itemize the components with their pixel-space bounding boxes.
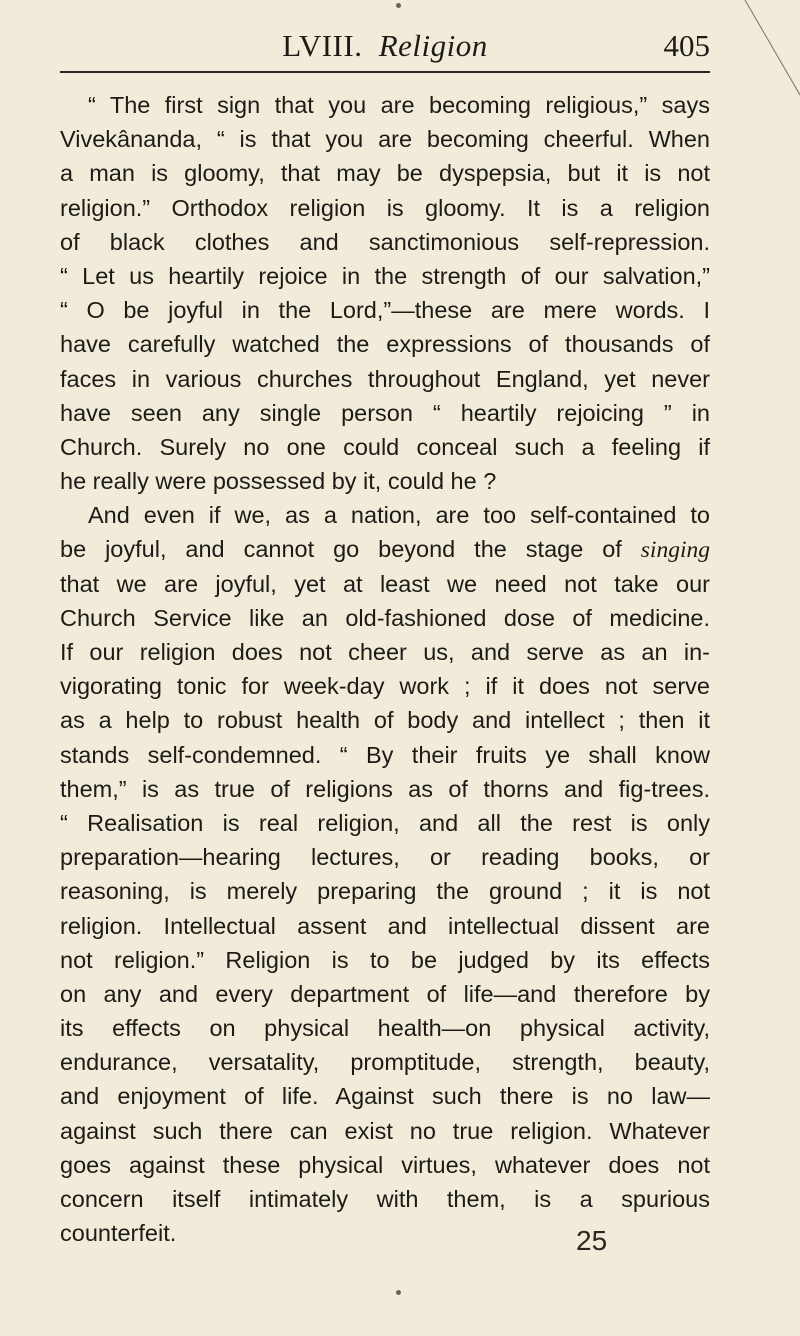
- text-line: on any and every department of life—and therefore by: [60, 980, 710, 1007]
- text-line: that we are joyful, yet at least we need not take our: [60, 570, 710, 597]
- text-line: And even if we, as a nation, are too self-contained to: [88, 502, 710, 529]
- text-line: not religion.” Religion is to be judged by its effects: [60, 946, 710, 973]
- text-line: reasoning, is merely preparing the ground ; it is not: [60, 878, 710, 905]
- text-line: religion.” Orthodox religion is gloomy. It is a religion: [60, 194, 710, 221]
- running-head-title: [60, 28, 710, 64]
- text-line: “ O be joyful in the Lord,”—these are mere words. I: [60, 297, 710, 324]
- header-rule: [60, 71, 710, 73]
- text-line: Church. Surely no one could conceal such a feeling if: [60, 433, 710, 460]
- print-speck: [396, 3, 401, 8]
- text-line: as a help to robust health of body and intellect ; then it: [60, 707, 710, 734]
- chapter-title: Religion: [378, 28, 488, 63]
- running-header: [60, 28, 710, 68]
- text-line: If our religion does not cheer us, and serve as an in-: [60, 639, 710, 665]
- print-speck: [396, 1290, 401, 1295]
- chapter-number: LVIII.: [282, 28, 363, 63]
- text-line: “ Let us heartily rejoice in the strength of our salvation,”: [60, 262, 710, 289]
- text-line: “ Realisation is real religion, and all the rest is only: [60, 809, 710, 836]
- text-line-with-emphasis: [60, 532, 710, 566]
- text-line: them,” is as true of religions as of thorns and fig-trees.: [60, 775, 710, 802]
- text-line: and enjoyment of life. Against such there is no law—: [60, 1083, 710, 1110]
- text-line: against such there can exist no true religion. Whatever: [60, 1117, 710, 1144]
- text-line: goes against these physical virtues, whatever does not: [60, 1151, 710, 1178]
- text-line: preparation—hearing lectures, or reading books, or: [60, 844, 710, 871]
- text-line: Vivekânanda, “ is that you are becoming cheerful. When: [60, 126, 710, 153]
- page-number: 405: [663, 28, 710, 63]
- text-line: of black clothes and sanctimonious self-repression.: [60, 228, 710, 255]
- text-line: endurance, versatality, promptitude, strength, beauty,: [60, 1049, 710, 1076]
- emphasis-singing: singing: [640, 537, 710, 564]
- text-line: counterfeit.: [60, 1220, 177, 1247]
- text-line: have carefully watched the expressions of thousands of: [60, 331, 710, 358]
- text-line: stands self-condemned. “ By their fruits ye shall know: [60, 741, 710, 768]
- text-line: “ The first sign that you are becoming religious,” says: [88, 92, 710, 118]
- text-line: its effects on physical health—on physical activity,: [60, 1015, 710, 1042]
- text-line: a man is gloomy, that may be dyspepsia, but it is not: [60, 160, 710, 187]
- text-line: he really were possessed by it, could he ?: [60, 468, 497, 495]
- text-line: vigorating tonic for week-day work ; if it does not serve: [60, 673, 710, 700]
- text-line: Church Service like an old-fashioned dose of medicine.: [60, 604, 710, 631]
- signature-mark: 25: [576, 1225, 608, 1256]
- page-corner-line: [740, 0, 800, 100]
- text-run: be joyful, and cannot go beyond the stage of: [60, 536, 641, 563]
- body-text: [60, 88, 710, 1250]
- text-line: concern itself intimately with them, is a spurious: [60, 1186, 710, 1212]
- text-line: faces in various churches throughout England, yet never: [60, 365, 710, 392]
- text-line: have seen any single person “ heartily rejoicing ” in: [60, 399, 710, 426]
- text-line: religion. Intellectual assent and intellectual dissent are: [60, 912, 710, 939]
